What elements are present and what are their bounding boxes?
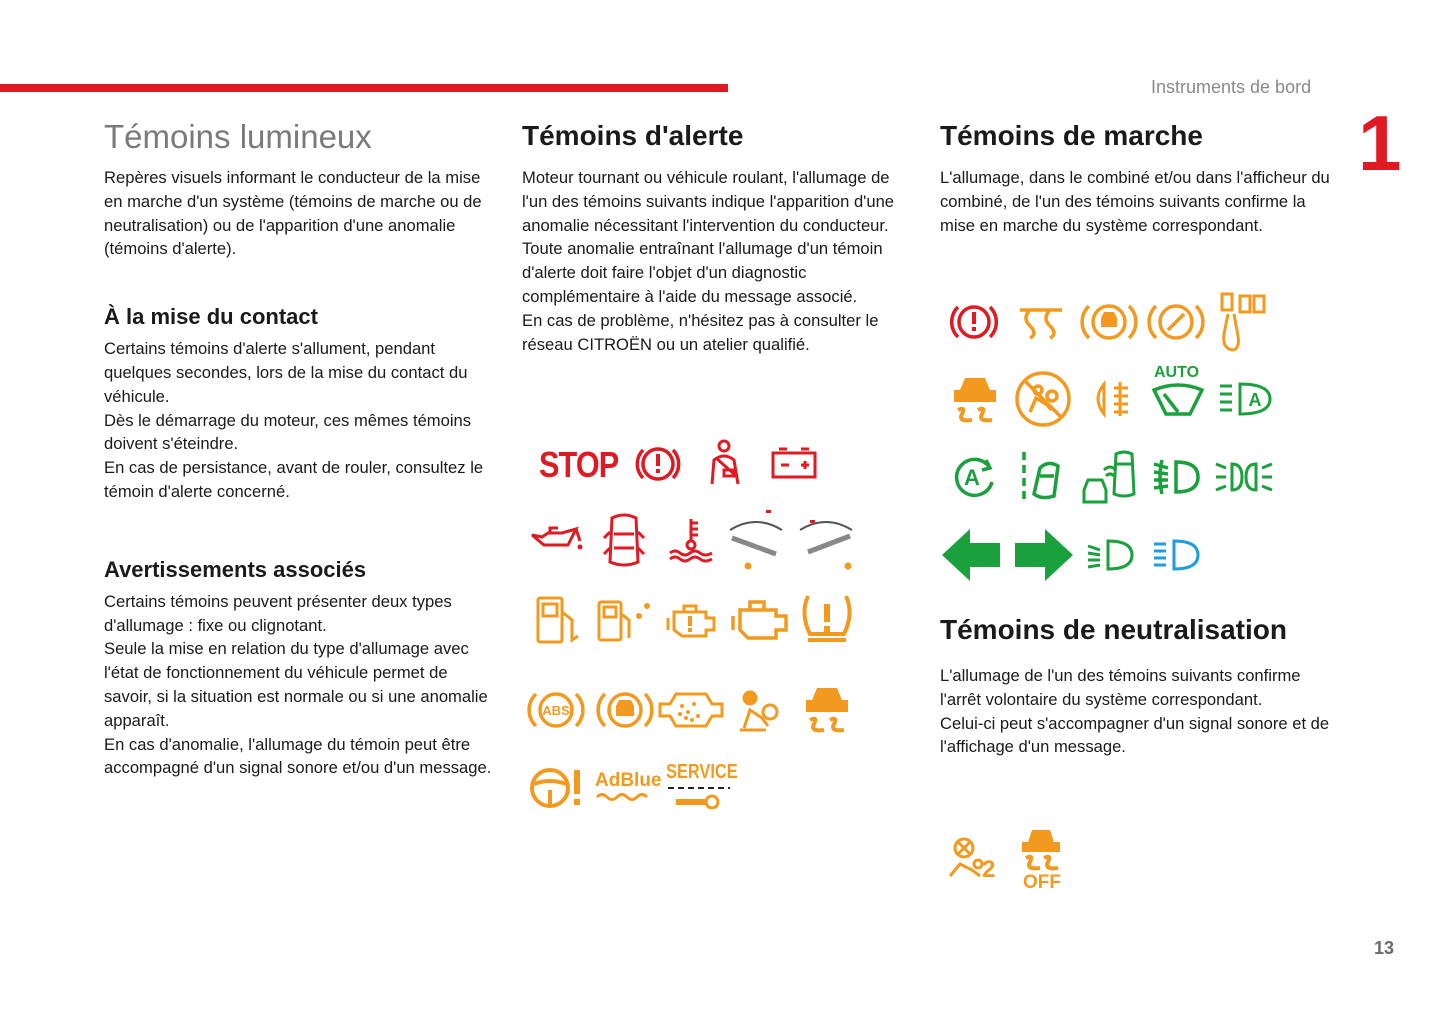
stability-control-icon: [948, 372, 1002, 426]
power-steering-icon: [528, 766, 584, 810]
battery-icon: [771, 447, 817, 479]
section-header: Instruments de bord: [1151, 77, 1312, 97]
neutral-section: [940, 612, 1340, 759]
service-icon: [666, 761, 753, 810]
dipped-beam-icon: [1086, 538, 1134, 572]
running-paragraph: L'allumage, dans le combiné et/ou dans l'afficheur du combiné, de l'un des témoins suivants confirme la mise en marche du système correspondant.: [940, 168, 1330, 235]
alert-paragraph-1: Moteur tournant ou véhicule roulant, l'allumage de l'un des témoins suivants indique l'apparition d'une anomalie nécessitant l'intervention du conducteur.: [522, 168, 895, 235]
coolant-temperature-icon: [668, 517, 714, 561]
auto-headlights-icon: [1218, 382, 1272, 416]
associated-heading: Avertissements associés: [104, 556, 367, 582]
right-turn-signal-icon: [1013, 527, 1075, 583]
alert-paragraph-2: Toute anomalie entraînant l'allumage d'un témoin d'alerte doit faire l'objet d'un diagnostic complémentaire à l'aide du message associé.: [522, 239, 883, 306]
auto-wipers-icon: [1150, 364, 1206, 418]
passenger-airbag-off-icon: [1014, 370, 1072, 428]
contact-paragraph-1: Certains témoins d'alerte s'allument, pendant quelques secondes, lors de la mise du contact du véhicule.: [104, 339, 468, 406]
header-red-bar: [0, 84, 728, 92]
tyre-pressure-icon: [798, 590, 856, 646]
stop-start-icon: [950, 454, 998, 502]
contact-paragraph-2: Dès le démarrage du moteur, ces mêmes témoins doivent s'éteindre.: [104, 410, 472, 454]
brake-warning-icon: [634, 440, 682, 488]
parking-brake-icon: [949, 298, 999, 346]
foot-on-brake-icon: [1218, 290, 1268, 354]
oil-pressure-icon: [530, 525, 582, 555]
airbag-icon: [736, 688, 782, 734]
column-running: [940, 118, 1340, 237]
engine-fault-small-icon: [666, 600, 718, 642]
fuel-water-icon: [595, 598, 653, 644]
chapter-number: 1: [1358, 99, 1402, 187]
abs-icon: [526, 686, 586, 734]
column-alert: [522, 118, 914, 356]
esp-icon: [800, 682, 854, 736]
door-open-icon: [602, 512, 646, 570]
adblue-icon: [595, 770, 662, 802]
preheating-icon: [1018, 304, 1064, 340]
intro-paragraph: Repères visuels informant le conducteur de la mise en marche d'un système (témoins de marche ou de neutralisation) ou de l'apparition d'une anomalie (témoins d'alerte).: [104, 168, 482, 259]
brake-pedal-icon: [1148, 296, 1204, 348]
main-beam-icon: [1152, 538, 1200, 572]
stop-icon: STOP: [539, 444, 619, 485]
airbag-seat-number: 2: [982, 856, 996, 883]
running-heading: Témoins de marche: [940, 120, 1203, 151]
passenger-airbag-deactivated-icon: [948, 836, 996, 887]
front-fog-light-icon: [1152, 458, 1202, 496]
lane-departure-icon: [1018, 450, 1066, 504]
associated-paragraph-3: En cas d'anomalie, l'allumage du témoin peut être accompagné d'un signal sonore et/ou d'un message.: [104, 734, 492, 778]
esp-fault-icon: [596, 686, 654, 734]
left-turn-signal-icon: [940, 527, 1002, 583]
fuel-gauge-icon: [726, 510, 856, 574]
page-title: Témoins lumineux: [104, 118, 372, 155]
sidelights-icon: [1214, 460, 1274, 494]
particle-filter-icon: [658, 688, 724, 732]
adblue-label: AdBlue: [595, 770, 662, 791]
associated-paragraph-1: Certains témoins peuvent présenter deux types d'allumage : fixe ou clignotant.: [104, 591, 452, 635]
page-number: 13: [1374, 938, 1395, 958]
column-intro: [104, 118, 494, 780]
esp-active-icon: [1081, 296, 1137, 348]
svg-text:A: A: [964, 465, 980, 490]
abs-icon-label: ABS: [542, 703, 570, 718]
auto-wipers-label: AUTO: [1154, 364, 1200, 381]
service-label: SERVICE: [666, 761, 738, 783]
neutral-paragraph-2: Celui-ci peut s'accompagner d'un signal sonore et de l'affichage d'un message.: [940, 713, 1330, 757]
alert-heading: Témoins d'alerte: [522, 120, 744, 151]
neutral-heading: Témoins de neutralisation: [940, 614, 1287, 645]
blind-spot-icon: [1080, 450, 1140, 506]
esp-off-label: OFF: [1023, 872, 1061, 893]
rear-fog-light-icon: [1088, 380, 1134, 418]
alert-paragraph-3: En cas de problème, n'hésitez pas à consulter le réseau CITROËN ou un atelier qualifié.: [522, 310, 879, 354]
associated-paragraph-2: Seule la mise en relation du type d'allumage avec l'état de fonctionnement du véhicule permet de savoir, si la situation est normale ou si une anomalie apparaît.: [104, 639, 488, 730]
neutral-paragraph-1: L'allumage de l'un des témoins suivants confirme l'arrêt volontaire du système correspondant.: [940, 666, 1301, 709]
contact-paragraph-3: En cas de persistance, avant de rouler, consultez le témoin d'alerte concerné.: [104, 458, 484, 501]
contact-heading: À la mise du contact: [104, 304, 318, 330]
esp-off-icon: [1018, 826, 1064, 893]
seatbelt-icon: [704, 438, 744, 488]
engine-fault-icon: [730, 596, 790, 644]
low-fuel-icon: [534, 594, 582, 646]
svg-text:A: A: [1248, 390, 1262, 410]
